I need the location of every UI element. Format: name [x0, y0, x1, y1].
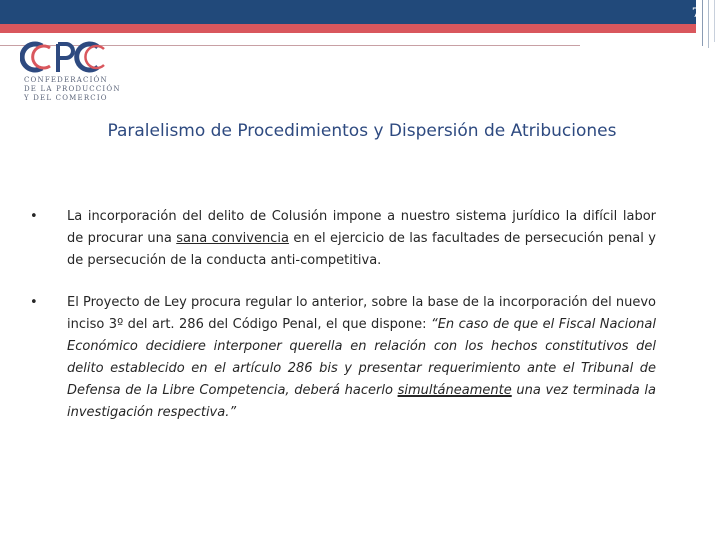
- underlined-phrase: sana convivencia: [176, 231, 289, 246]
- slide-title: Paralelismo de Procedimientos y Dispersión de Atribuciones: [107, 121, 617, 141]
- cpc-logo: [20, 40, 120, 106]
- quoted-provision: “En caso de que el Fiscal Nacional Económico decidiere interponer querella en relación con los hechos constitutivos del delito establecido en el artículo 286 bis y presentar requerimiento ante el Tribunal de Defensa de la Libre Competencia, deberá hacerlo simultáneamente una vez terminada la investigación respectiva.”: [67, 317, 656, 420]
- accent-bar: [0, 24, 696, 33]
- top-banner: [0, 0, 696, 24]
- bullet-dot-icon: •: [30, 209, 38, 224]
- bullet-item: [30, 292, 656, 424]
- decorative-rules: [700, 0, 720, 48]
- bullet-text: La incorporación del delito de Colusión impone a nuestro sistema jurídico la difícil labor de procurar una sana convivencia en el ejercicio de las facultades de persecución penal y de persecución de la conducta anti-competitiva.: [67, 209, 656, 268]
- cpc-logo-mark-icon: [20, 40, 110, 74]
- bullet-list: [30, 206, 656, 444]
- bullet-item: [30, 206, 656, 272]
- bullet-text: El Proyecto de Ley procura regular lo anterior, sobre la base de la incorporación del nuevo inciso 3º del art. 286 del Código Penal, el que dispone: “En caso de que el Fiscal Nacional Económico decidiere interponer querella en relación con los hechos constitutivos del delito establecido en el artículo 286 bis y presentar requerimiento ante el Tribunal de Defensa de la Libre Competencia, deberá hacerlo simultáneamente una vez terminada la investigación respectiva.”: [67, 295, 656, 420]
- underlined-word: simultáneamente: [397, 383, 512, 398]
- bullet-dot-icon: •: [30, 295, 38, 310]
- logo-line-3: Y DEL COMERCIO: [24, 94, 108, 102]
- logo-line-1: CONFEDERACIÓN: [24, 76, 108, 84]
- logo-line-2: DE LA PRODUCCIÓN: [24, 85, 121, 93]
- page-number: 7: [691, 6, 700, 21]
